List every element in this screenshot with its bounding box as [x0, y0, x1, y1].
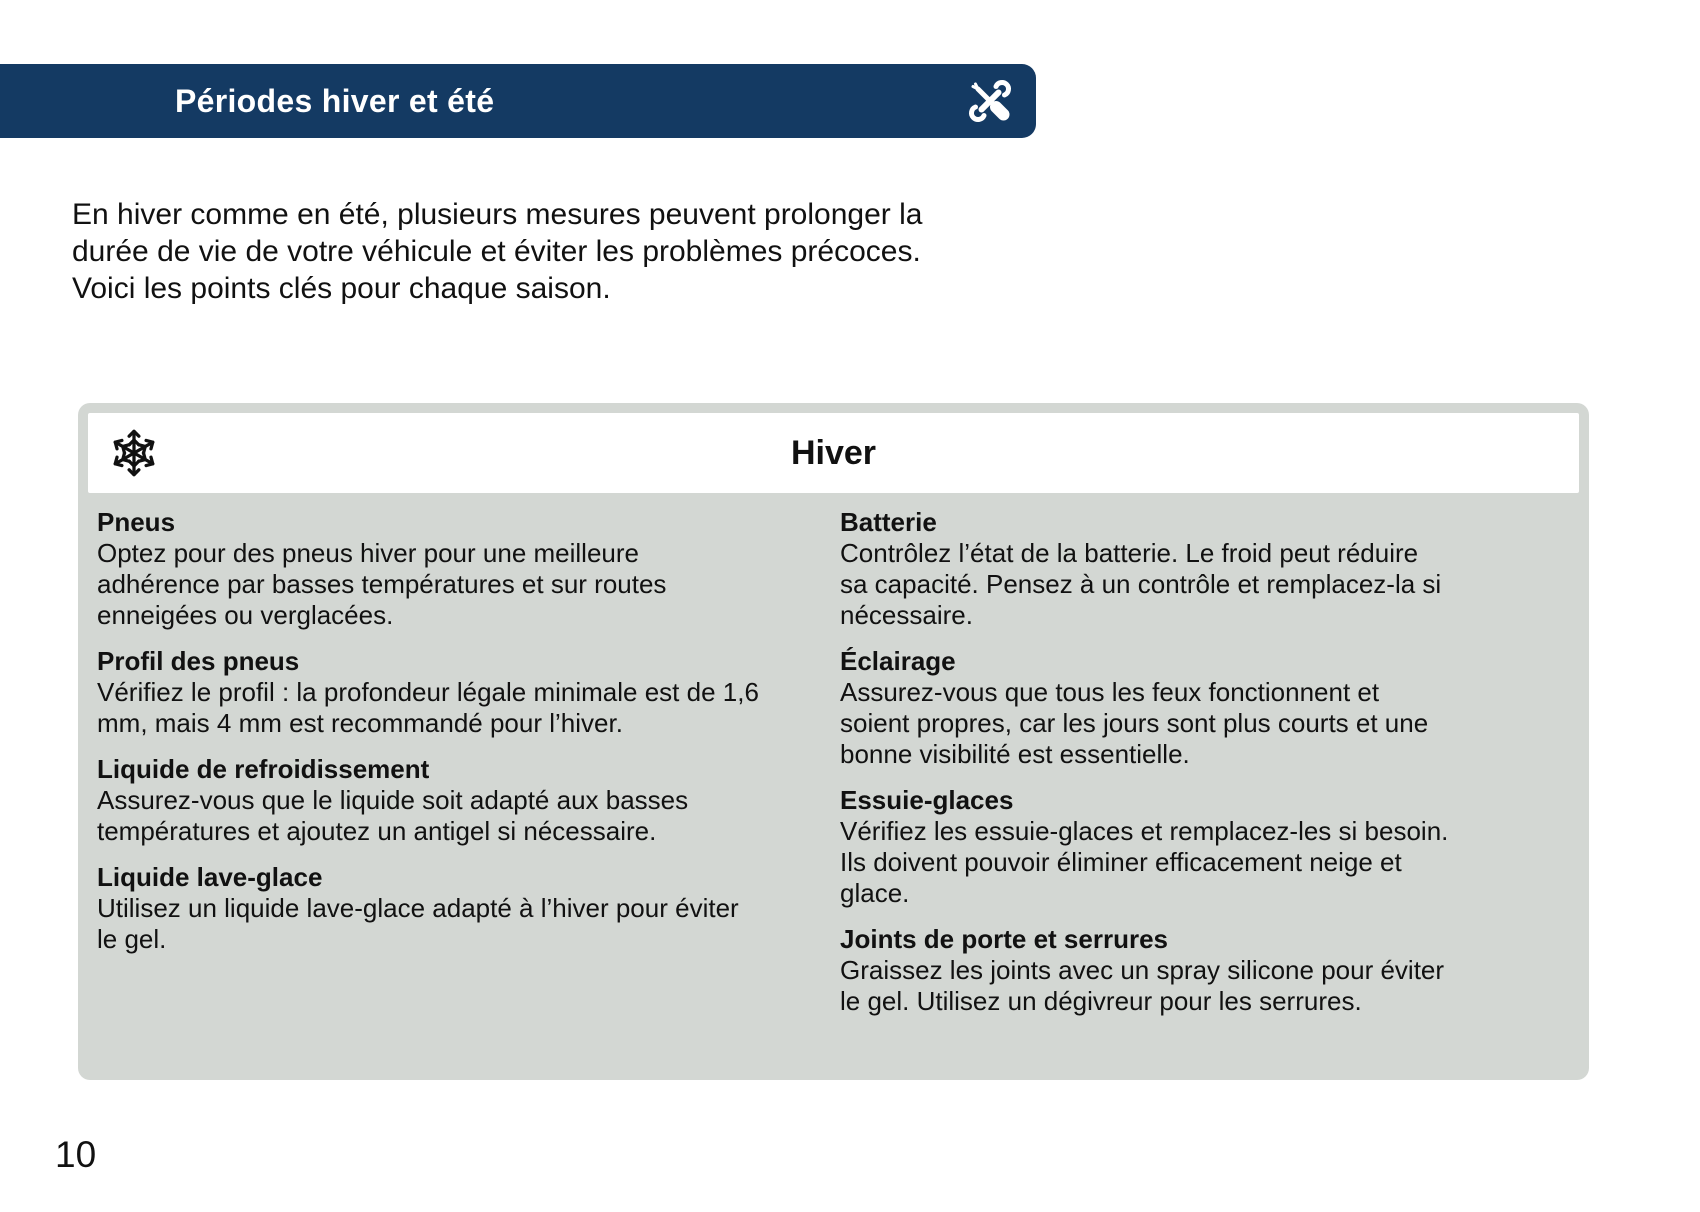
tip-section-joints-serrures	[840, 924, 1450, 1017]
page-number: 10	[55, 1134, 97, 1175]
tip-heading: Éclairage	[840, 646, 956, 676]
section-title: Périodes hiver et été	[175, 82, 495, 119]
tip-body: Assurez-vous que le liquide soit adapté aux basses températures et ajoutez un antigel si nécessaire.	[97, 785, 689, 846]
winter-column-right	[840, 507, 1450, 1032]
tip-body: Vérifiez le profil : la profondeur légale minimale est de 1,6 mm, mais 4 mm est recommandé pour l’hiver.	[97, 677, 759, 738]
tip-heading: Pneus	[97, 507, 176, 537]
tip-section-liquide-lave-glace	[97, 862, 762, 955]
tip-section-batterie	[840, 507, 1450, 631]
tip-body: Graissez les joints avec un spray silicone pour éviter le gel. Utilisez un dégivreur pour les serrures.	[840, 955, 1445, 1016]
tip-body: Utilisez un liquide lave-glace adapté à l’hiver pour éviter le gel.	[97, 893, 739, 954]
intro-paragraph: En hiver comme en été, plusieurs mesures peuvent prolonger la durée de vie de votre véhicule et éviter les problèmes précoces. Voici les points clés pour chaque saison.	[72, 198, 923, 305]
tip-section-pneus	[97, 507, 762, 631]
tip-section-eclairage	[840, 646, 1450, 770]
tip-heading: Batterie	[840, 507, 937, 537]
tip-heading: Essuie-glaces	[840, 785, 1014, 815]
tip-section-essuie-glaces	[840, 785, 1450, 909]
winter-card-header	[88, 413, 1579, 493]
winter-card	[78, 403, 1589, 1080]
tip-section-liquide-refroidissement	[97, 754, 762, 847]
tip-heading: Liquide lave-glace	[97, 862, 323, 892]
tools-icon	[966, 77, 1014, 125]
winter-card-body	[88, 493, 1579, 1032]
tip-section-profil-des-pneus	[97, 646, 762, 739]
section-header-bar	[0, 64, 1036, 138]
tip-heading: Profil des pneus	[97, 646, 300, 676]
tip-body: Assurez-vous que tous les feux fonctionnent et soient propres, car les jours sont plus courts et une bonne visibilité est essentielle.	[840, 677, 1429, 769]
tip-body: Vérifiez les essuie-glaces et remplacez-les si besoin. Ils doivent pouvoir éliminer efficacement neige et glace.	[840, 816, 1449, 908]
winter-column-left	[97, 507, 762, 1032]
tip-body: Optez pour des pneus hiver pour une meilleure adhérence par basses températures et sur routes enneigées ou verglacées.	[97, 538, 667, 630]
tip-body: Contrôlez l’état de la batterie. Le froid peut réduire sa capacité. Pensez à un contrôle et remplacez-la si nécessaire.	[840, 538, 1442, 630]
tip-heading: Liquide de refroidissement	[97, 754, 430, 784]
tip-heading: Joints de porte et serrures	[840, 924, 1168, 954]
winter-card-title: Hiver	[790, 433, 877, 472]
